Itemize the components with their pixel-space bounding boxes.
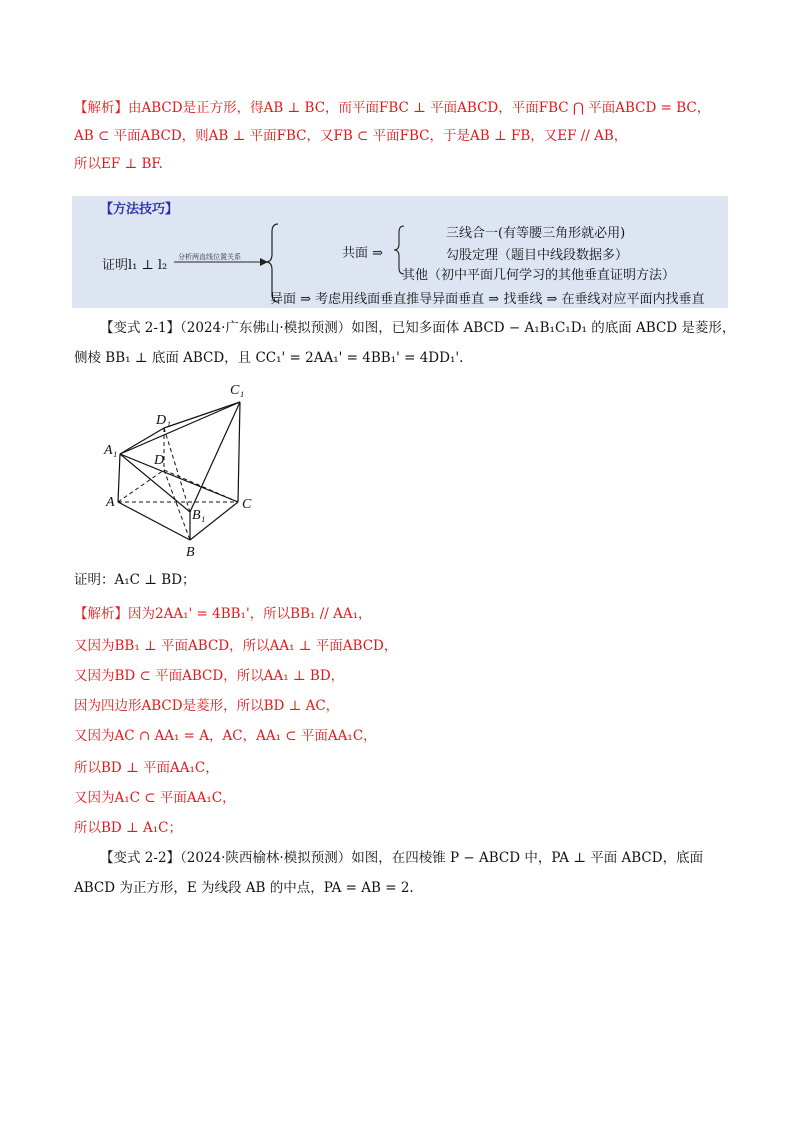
label-B: B (186, 545, 195, 560)
solution-line-2: 又因为BB₁ ⊥ 平面ABCD，所以AA₁ ⊥ 平面ABCD， (74, 638, 398, 654)
method-tips-title: 【方法技巧】 (100, 202, 179, 217)
edge-D1-B1 (164, 428, 190, 512)
label-C1: C₁ (230, 383, 245, 398)
edge-A-D (118, 470, 164, 502)
solution-line-6: 所以BD ⊥ 平面AA₁C， (74, 760, 219, 776)
variant-2-1-line-1: 【变式 2-1】（2024·广东佛山·模拟预测）如图，已知多面体 ABCD − A₁B₁C₁D₁ 的底面 ABCD 是菱形， (100, 320, 736, 336)
prove-statement: 证明：A₁C ⊥ BD； (74, 572, 196, 588)
edge-A1-C1 (120, 402, 240, 454)
coplanar-case-3: 其他（初中平面几何学习的其他垂直证明方法） (402, 268, 676, 283)
solution-line-5: 又因为AC ∩ AA₁ = A，AC，AA₁ ⊂ 平面AA₁C， (74, 728, 377, 744)
solution-line-3: 又因为BD ⊂ 平面ABCD，所以AA₁ ⊥ BD， (74, 668, 345, 684)
edge-C1-C (238, 402, 240, 502)
label-A: A (106, 495, 115, 510)
label-A1: A₁ (104, 443, 118, 458)
label-C: C (242, 497, 252, 512)
label-B1: B₁ (192, 508, 206, 523)
edge-A-B (118, 502, 190, 540)
solution-line-4: 因为四边形ABCD是菱形，所以BD ⊥ AC， (74, 698, 340, 714)
analysis-line-1: 【解析】由ABCD是正方形，得AB ⊥ BC，而平面FBC ⊥ 平面ABCD，平面FBC ⋂ 平面ABCD = BC， (74, 100, 711, 116)
coplanar-case-1: 三线合一(有等腰三角形就必用) (446, 226, 626, 241)
label-D: D (154, 453, 165, 468)
edge-A-A1 (118, 454, 120, 502)
edge-C1-B1 (190, 402, 240, 512)
coplanar-label: 共面 ⇒ (342, 246, 384, 261)
method-tips-box (72, 196, 728, 308)
variant-2-2-line-2: ABCD 为正方形，E 为线段 AB 的中点，PA = AB = 2. (74, 880, 414, 896)
polyhedron-figure (96, 378, 276, 563)
prove-perpendicular-label: 证明l₁ ⊥ l₂ (102, 258, 168, 273)
analysis-line-2: AB ⊂ 平面ABCD，则AB ⊥ 平面FBC，又FB ⊂ 平面FBC，于是AB ⊥ FB，又EF // AB， (74, 128, 628, 144)
coplanar-case-2: 勾股定理（题目中线段数据多） (446, 248, 629, 263)
analysis-line-3: 所以EF ⊥ BF. (74, 156, 163, 172)
variant-2-2-line-1: 【变式 2-2】（2024·陕西榆林·模拟预测）如图，在四棱锥 P − ABCD 中，PA ⊥ 平面 ABCD，底面 (100, 850, 704, 866)
variant-2-1-line-2: 侧棱 BB₁ ⊥ 底面 ABCD，且 CC₁' = 2AA₁' = 4BB₁' = 4DD₁'. (74, 350, 464, 366)
edge-D1-C1 (164, 402, 240, 428)
edge-A1-D1 (120, 428, 164, 454)
solution-line-7: 又因为A₁C ⊂ 平面AA₁C， (74, 790, 236, 806)
label-D1: D₁ (156, 413, 171, 428)
skew-line-method: 异面 ⇒ 考虑用线面垂直推导异面垂直 ⇒ 找垂线 ⇒ 在垂线对应平面内找垂直 (270, 292, 705, 307)
solution-line-1: 【解析】因为2AA₁' = 4BB₁'，所以BB₁ // AA₁， (74, 606, 372, 622)
arrow-label: 分析两直线位置关系 (178, 253, 241, 261)
solution-line-8: 所以BD ⊥ A₁C； (74, 820, 183, 836)
